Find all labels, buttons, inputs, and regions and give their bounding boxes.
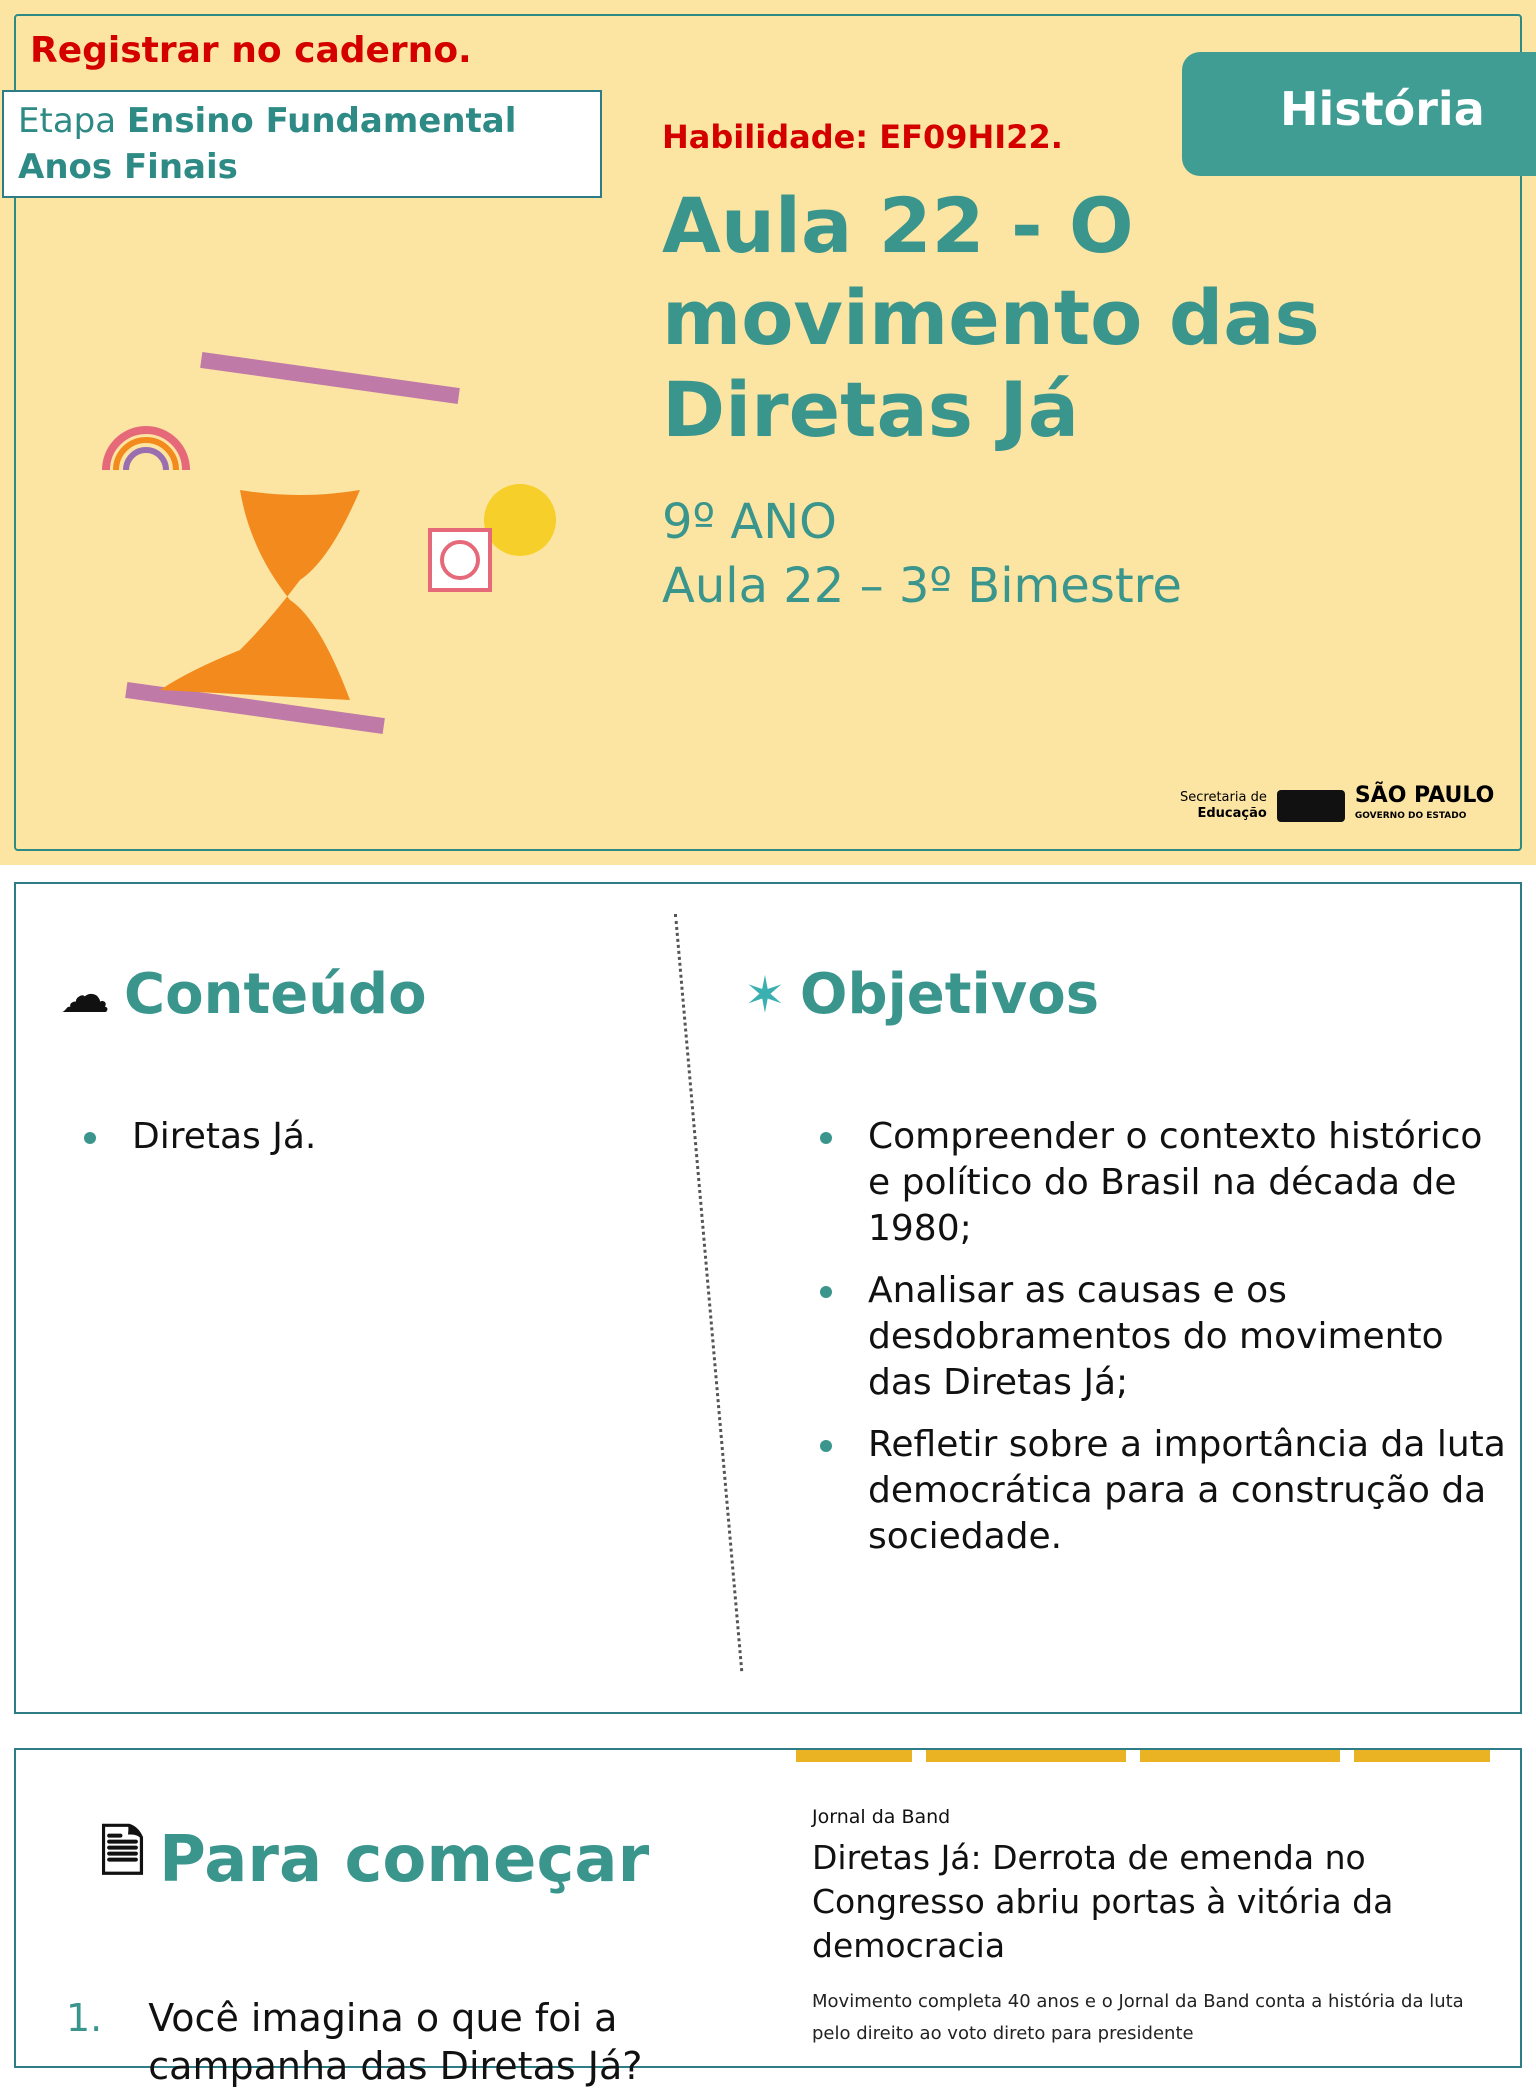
lesson-title: Aula 22 - O movimento das Diretas Já — [662, 181, 1320, 454]
sp-logo-icon — [1277, 790, 1345, 822]
lesson-info: Aula 22 – 3º Bimestre — [662, 558, 1182, 614]
list-item: Refletir sobre a importância da luta democrática para a construção da sociedade. — [812, 1422, 1512, 1560]
logo-sec1: Secretaria de — [1180, 790, 1267, 805]
government-logo — [1180, 783, 1495, 826]
note-text: Registrar no caderno. — [30, 30, 472, 71]
document-search-icon: 🗎 — [100, 1820, 146, 1885]
stage-label: Etapa — [18, 101, 117, 141]
lesson-subtitle — [662, 490, 1182, 618]
stage-value: Ensino Fundamental — [126, 101, 517, 141]
cloud-network-icon: ☁ — [60, 965, 110, 1024]
news-description: Movimento completa 40 anos e o Jornal da Band conta a história da luta pelo direito ao voto direto para presidente — [812, 1991, 1464, 2044]
list-item: Analisar as causas e os desdobramentos do movimento das Diretas Já; — [812, 1268, 1512, 1406]
grade: 9º ANO — [662, 494, 837, 550]
content-title: Conteúdo — [124, 962, 427, 1027]
stage-value-2: Anos Finais — [18, 147, 238, 187]
question-text: Você imagina o que foi a campanha das Diretas Já? — [148, 1996, 643, 2088]
content-list — [76, 1114, 636, 1176]
news-headline: Diretas Já: Derrota de emenda no Congresso abriu portas à vitória da democracia — [812, 1838, 1394, 1965]
objectives-list — [812, 1114, 1512, 1576]
skill-code: Habilidade: EF09HI22. — [662, 118, 1063, 156]
logo-sp: SÃO PAULO — [1354, 783, 1495, 808]
logo-sec2: Educação — [1197, 806, 1267, 821]
content-slide — [14, 882, 1522, 1714]
news-source: Jornal da Band — [812, 1806, 951, 1828]
fireworks-icon: ✶ — [744, 965, 786, 1024]
hourglass-illustration — [70, 320, 610, 790]
start-heading — [100, 1812, 649, 1907]
news-clipping — [812, 1806, 1492, 2050]
dotted-divider — [674, 914, 743, 1671]
subject-tab: História — [1182, 52, 1536, 176]
content-heading — [60, 962, 427, 1027]
stage-box — [2, 90, 602, 198]
question-item — [66, 1994, 766, 2090]
logo-gov: GOVERNO DO ESTADO — [1354, 811, 1467, 821]
start-title: Para começar — [159, 1822, 650, 1897]
question-number: 1. — [66, 1996, 103, 2040]
objectives-heading — [744, 962, 1099, 1027]
list-item: Diretas Já. — [76, 1114, 636, 1160]
objectives-title: Objetivos — [799, 962, 1100, 1027]
decorative-tabs — [796, 1750, 1490, 1762]
list-item: Compreender o contexto histórico e político do Brasil na década de 1980; — [812, 1114, 1512, 1252]
start-slide — [14, 1748, 1522, 2088]
cover-slide — [0, 0, 1536, 865]
